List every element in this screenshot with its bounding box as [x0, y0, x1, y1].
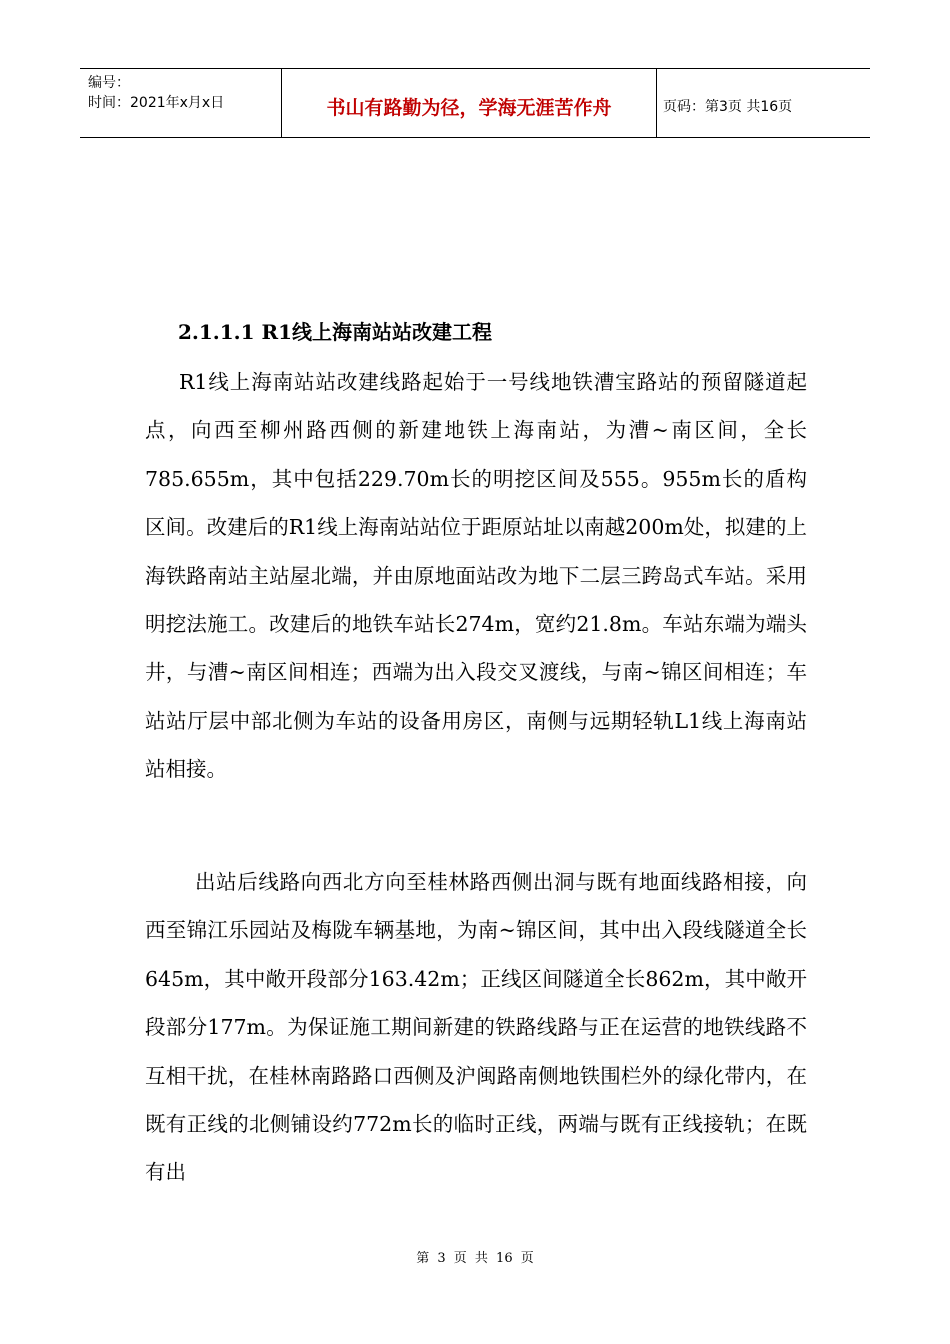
paragraph: 出站后线路向西北方向至桂林路西侧出洞与既有地面线路相接，向西至锦江乐园站及梅陇车辆基地，为南~锦区间，其中出入段线隧道全长645m，其中敞开段部分163.42m；正线区间隧道全长862m，其中敞开段部分177m。为保证施工期间新建的铁路线路与正在运营的地铁线路不互相干扰，在桂林南路路口西侧及沪闽路南侧地铁围栏外的绿化带内，在既有正线的北侧铺设约772m长的临时正线，两端与既有正线接轨；在既有出	[145, 870, 807, 1185]
page-header	[80, 68, 870, 138]
doc-number-label: 编号：	[88, 75, 130, 91]
section-title: 2.1.1.1 R1线上海南站站改建工程	[178, 320, 493, 344]
page-code: 页码：第3页 共16页	[663, 99, 793, 115]
header-motto-cell	[282, 69, 657, 137]
header-info-cell	[80, 69, 282, 137]
paragraph: R1线上海南站站改建线路起始于一号线地铁漕宝路站的预留隧道起点，向西至柳州路西侧的新建地铁上海南站，为漕~南区间，全长785.655m，其中包括229.70m长的明挖区间及555。955m长的盾构区间。改建后的R1线上海南站站位于距原站址以南越200m处，拟建的上海铁路南站主站屋北端，并由原地面站改为地下二层三跨岛式车站。采用明挖法施工。改建后的地铁车站长274m，宽约21.8m。车站东端为端头井，与漕~南区间相连；西端为出入段交叉渡线，与南~锦区间相连；车站站厅层中部北侧为车站的设备用房区，南侧与远期轻轨L1线上海南站站相接。	[145, 370, 807, 782]
body-paragraph-1	[145, 334, 807, 794]
motto-text: 书山有路勤为径，学海无涯苦作舟	[326, 96, 612, 119]
body-paragraph-2	[145, 858, 807, 1197]
header-page-cell	[657, 69, 870, 137]
page-footer: 第 3 页 共 16 页	[416, 1251, 534, 1266]
time-label: 时间：2021年x月x日	[88, 95, 225, 111]
